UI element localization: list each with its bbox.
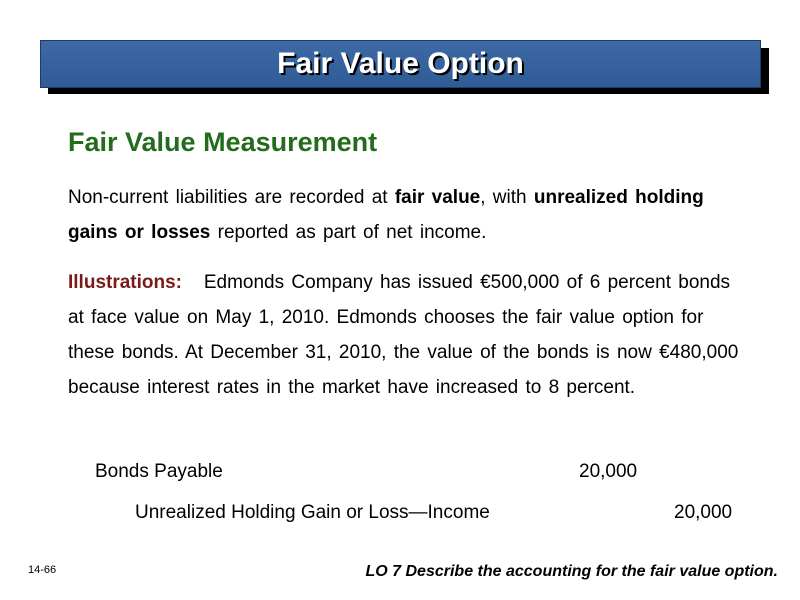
page-number: 14-66 [28, 564, 57, 576]
definition-bold-2: unrealized holding gains or losses [68, 187, 704, 243]
credit-account: Unrealized Holding Gain or Loss—Income [135, 502, 490, 523]
illustration-text: Edmonds Company has issued €500,000 of 6 percent bonds at face value on May 1, 2010. Edmonds chooses the fair value option for these bonds. At December 31, 2010, the value of the bonds is now €480,000 because interest rates in the market have increased to 8 percent. [68, 272, 739, 398]
definition-paragraph [68, 180, 748, 250]
section-heading: Fair Value Measurement [68, 127, 378, 157]
debit-amount: 20,000 [579, 461, 638, 482]
debit-account: Bonds Payable [95, 461, 223, 482]
illustration-label: Illustrations: [68, 272, 183, 293]
definition-text-3: reported as part of net income. [210, 222, 487, 243]
title-bar [40, 40, 761, 88]
learning-objective: LO 7 Describe the accounting for the fair value option. [365, 563, 778, 580]
definition-text-1: Non-current liabilities are recorded at [68, 187, 395, 208]
credit-amount: 20,000 [674, 502, 733, 523]
definition-bold-1: fair value [394, 187, 481, 208]
illustration-paragraph [68, 265, 748, 405]
slide-title: Fair Value Option [277, 47, 524, 80]
definition-text-2: , with [480, 187, 534, 208]
